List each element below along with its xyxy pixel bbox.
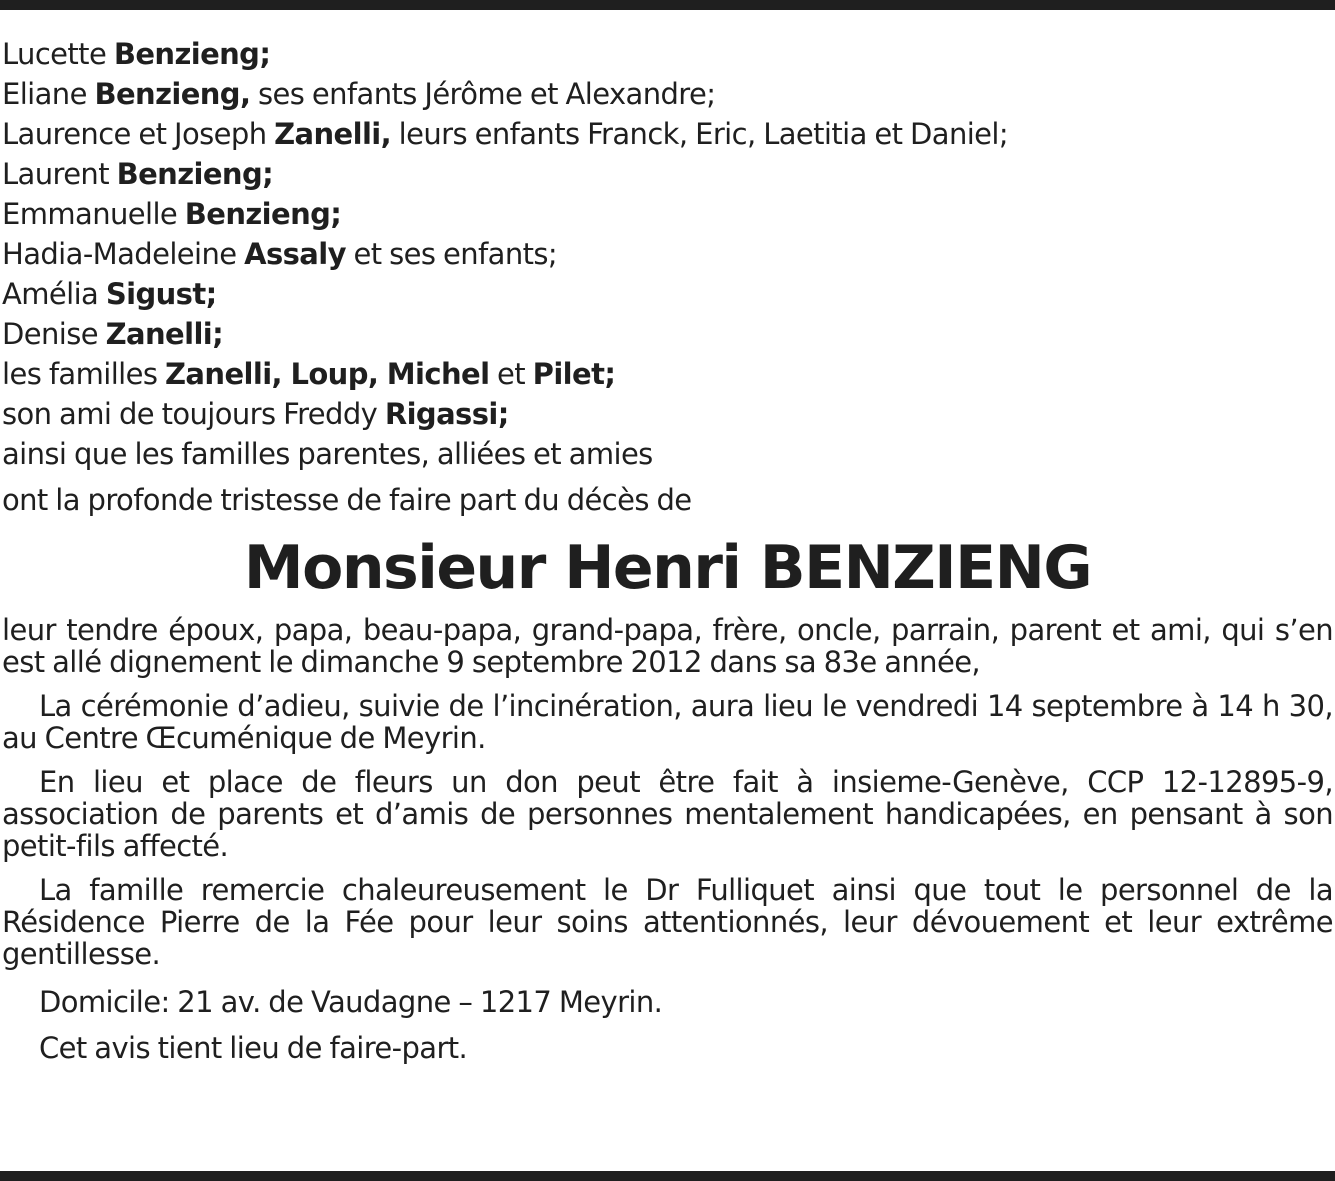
family-given-name: Laurence et Joseph [2,117,275,151]
family-given-name: les familles [2,357,165,391]
family-surname: Zanelli, Loup, Michel [165,357,490,391]
family-given-name: Lucette [2,37,114,71]
family-surname: Benzieng, [94,77,251,111]
family-given-name: Laurent [2,157,117,191]
family-given-name: Amélia [2,277,106,311]
obituary-notice [2,34,1333,1066]
family-line [2,34,1333,74]
thanks-paragraph: La famille remercie chaleureusement le Dr Fulliquet ainsi que tout le personnel de la Résidence Pierre de la Fée pour leur soins attentionnés, leur dévouement et leur extrême gentillesse. [2,873,1333,971]
family-line [2,194,1333,234]
family-list [2,34,1333,474]
family-surname: Rigassi; [384,397,509,431]
family-surname: Benzieng; [116,157,274,191]
ceremony-paragraph: La cérémonie d’adieu, suivie de l’incinération, aura lieu le vendredi 14 septembre à 14 h 30, au Centre Œcuménique de Meyrin. [2,689,1333,755]
family-detail: ses enfants Jérôme et Alexandre; [250,77,716,111]
family-line [2,154,1333,194]
announcement-line: ont la profonde tristesse de faire part du décès de [2,483,692,517]
family-line [2,234,1333,274]
family-line [2,314,1333,354]
family-detail: et [489,357,533,391]
bottom-border-rule [0,1171,1335,1181]
family-detail: leurs enfants Franck, Eric, Laetitia et Daniel; [391,117,1009,151]
family-line [2,434,1333,474]
family-line [2,274,1333,314]
domicile-line: Domicile: 21 av. de Vaudagne – 1217 Meyrin. [39,985,663,1019]
family-given-name: Eliane [2,77,95,111]
family-surname: Pilet; [532,357,616,391]
tribute-paragraph: leur tendre époux, papa, beau-papa, grand-papa, frère, oncle, parrain, parent et ami, qui s’en est allé dignement le dimanche 9 septembre 2012 dans sa 83e année, [2,613,1333,679]
family-given-name: Emmanuelle [2,197,185,231]
family-detail: ainsi que les familles parentes, alliées et amies [2,437,653,471]
family-detail: et ses enfants; [345,237,558,271]
family-surname: Assaly [244,237,346,271]
family-surname: Sigust; [105,277,217,311]
family-given-name: Hadia-Madeleine [2,237,245,271]
family-line [2,394,1333,434]
family-surname: Benzieng; [113,37,271,71]
donation-paragraph: En lieu et place de fleurs un don peut être fait à insieme-Genève, CCP 12-12895-9, association de parents et d’amis de personnes mentalement handicapées, en pensant à son petit-fils affecté. [2,765,1333,863]
family-surname: Zanelli, [274,117,392,151]
family-line [2,354,1333,394]
family-surname: Zanelli; [105,317,224,351]
notice-line: Cet avis tient lieu de faire-part. [39,1031,468,1065]
family-given-name: son ami de toujours Freddy [2,397,385,431]
top-border-rule [0,0,1335,10]
family-surname: Benzieng; [184,197,342,231]
family-given-name: Denise [2,317,106,351]
deceased-name: Monsieur Henri BENZIENG [243,533,1092,603]
family-line [2,114,1333,154]
family-line [2,74,1333,114]
